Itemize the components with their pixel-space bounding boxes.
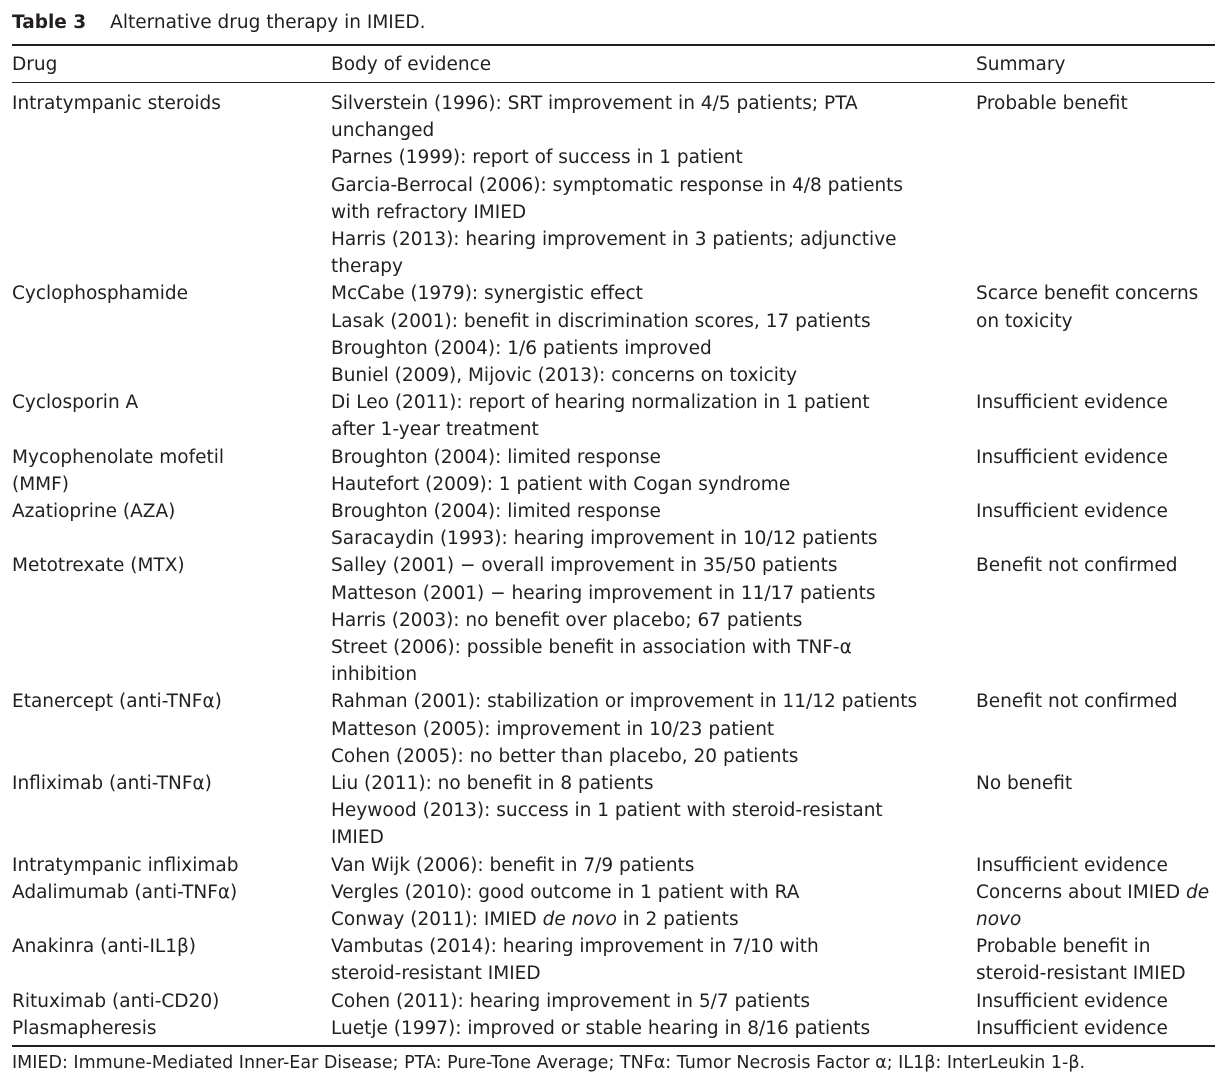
summary-cell	[976, 688, 1221, 715]
evidence-line: Parnes (1999): report of success in 1 patient	[331, 147, 743, 169]
evidence-line: Vambutas (2014): hearing improvement in 7/10 with	[331, 936, 819, 958]
table-row	[0, 988, 1231, 1015]
header-evidence: Body of evidence	[331, 54, 492, 75]
summary-line: Insufficient evidence	[976, 1017, 1168, 1039]
evidence-cell	[331, 852, 956, 879]
drug-cell	[12, 1015, 312, 1042]
summary-line: Concerns about IMIED de	[976, 881, 1210, 903]
table-row	[0, 933, 1231, 987]
evidence-line: McCabe (1979): synergistic effect	[331, 283, 643, 305]
evidence-cell	[331, 770, 956, 852]
summary-line: Insufficient evidence	[976, 500, 1168, 522]
evidence-line: Broughton (2004): 1/6 patients improved	[331, 337, 712, 359]
evidence-line: Vergles (2010): good outcome in 1 patient with RA	[331, 881, 800, 903]
evidence-line: Buniel (2009), Mijovic (2013): concerns on toxicity	[331, 365, 798, 386]
table-row	[0, 852, 1231, 879]
table-row	[0, 90, 1231, 280]
table-row	[0, 552, 1231, 688]
drug-cell	[12, 552, 312, 579]
bottom-rule	[12, 1045, 1215, 1047]
summary-line: No benefit	[976, 772, 1073, 794]
evidence-cell	[331, 444, 956, 498]
evidence-cell	[331, 90, 956, 280]
drug-cell	[12, 688, 312, 715]
summary-cell	[976, 444, 1221, 471]
evidence-line: Lasak (2001): benefit in discrimination scores, 17 patients	[331, 310, 871, 332]
table-row	[0, 879, 1231, 933]
drug-cell	[12, 933, 312, 960]
drug-line: Intratympanic infliximab	[12, 854, 239, 876]
summary-cell	[976, 852, 1221, 879]
table-row	[0, 1015, 1231, 1042]
evidence-line: Matteson (2001) − hearing improvement in 11/17 patients	[331, 582, 876, 604]
evidence-line: Saracaydin (1993): hearing improvement in 10/12 patients	[331, 528, 878, 550]
summary-line: Scarce benefit concerns	[976, 283, 1199, 305]
evidence-line: Hautefort (2009): 1 patient with Cogan syndrome	[331, 473, 791, 495]
evidence-line: Di Leo (2011): report of hearing normalization in 1 patient	[331, 392, 870, 414]
evidence-line: Conway (2011): IMIED de novo in 2 patients	[331, 908, 739, 930]
drug-line: Etanercept (anti-TNFα)	[12, 691, 222, 713]
drug-cell	[12, 389, 312, 416]
header-rule	[12, 82, 1215, 83]
evidence-cell	[331, 988, 956, 1015]
summary-cell	[976, 933, 1221, 987]
drug-line: Rituximab (anti-CD20)	[12, 990, 220, 1012]
drug-line: (MMF)	[12, 473, 69, 495]
table-row	[0, 280, 1231, 389]
summary-line: Insufficient evidence	[976, 392, 1168, 414]
header-summary: Summary	[976, 54, 1066, 75]
summary-line: on toxicity	[976, 310, 1073, 332]
summary-cell	[976, 498, 1221, 525]
evidence-cell	[331, 552, 956, 688]
evidence-line: therapy	[331, 256, 403, 278]
summary-cell	[976, 770, 1221, 797]
table-row	[0, 389, 1231, 443]
evidence-line: with refractory IMIED	[331, 201, 527, 223]
summary-cell	[976, 1015, 1221, 1042]
summary-cell	[976, 90, 1221, 117]
table-body	[0, 90, 1231, 1042]
table-footnote: IMIED: Immune-Mediated Inner-Ear Disease; PTA: Pure-Tone Average; TNFα: Tumor Necrosis Factor α; IL1β: InterLeukin 1-β.	[12, 1053, 1086, 1073]
evidence-line: Van Wijk (2006): benefit in 7/9 patients	[331, 854, 695, 876]
summary-cell	[976, 988, 1221, 1015]
evidence-cell	[331, 498, 956, 552]
evidence-line: Matteson (2005): improvement in 10/23 patient	[331, 718, 775, 740]
summary-line: novo	[976, 908, 1022, 930]
evidence-line: steroid-resistant IMIED	[331, 963, 541, 985]
evidence-line: Cohen (2011): hearing improvement in 5/7 patients	[331, 990, 811, 1012]
summary-line: Probable benefit in	[976, 936, 1151, 958]
summary-line: Insufficient evidence	[976, 990, 1168, 1012]
header-drug: Drug	[12, 54, 58, 75]
drug-line: Cyclophosphamide	[12, 283, 189, 305]
evidence-line: Liu (2011): no benefit in 8 patients	[331, 772, 654, 794]
evidence-cell	[331, 688, 956, 770]
summary-cell	[976, 389, 1221, 416]
evidence-cell	[331, 879, 956, 933]
summary-line: Benefit not confirmed	[976, 691, 1178, 713]
table-row	[0, 444, 1231, 498]
evidence-line: Harris (2013): hearing improvement in 3 patients; adjunctive	[331, 229, 897, 251]
summary-cell	[976, 552, 1221, 579]
drug-line: Cyclosporin A	[12, 392, 139, 414]
evidence-cell	[331, 1015, 956, 1042]
table-row	[0, 770, 1231, 852]
evidence-line: IMIED	[331, 827, 384, 849]
drug-line: Adalimumab (anti-TNFα)	[12, 881, 238, 903]
table-title: Alternative drug therapy in IMIED.	[110, 12, 426, 33]
summary-line: Insufficient evidence	[976, 446, 1168, 468]
top-rule	[12, 44, 1215, 46]
summary-cell	[976, 280, 1221, 334]
table-row	[0, 498, 1231, 552]
drug-line: Metotrexate (MTX)	[12, 555, 185, 577]
drug-line: Plasmapheresis	[12, 1017, 157, 1039]
evidence-line: Harris (2003): no benefit over placebo; 67 patients	[331, 609, 803, 631]
summary-cell	[976, 879, 1221, 933]
drug-cell	[12, 90, 312, 117]
summary-line: steroid-resistant IMIED	[976, 963, 1186, 985]
evidence-line: Luetje (1997): improved or stable hearing in 8/16 patients	[331, 1017, 871, 1039]
drug-cell	[12, 852, 312, 879]
drug-cell	[12, 280, 312, 307]
evidence-cell	[331, 933, 956, 987]
evidence-line: Broughton (2004): limited response	[331, 500, 661, 522]
drug-cell	[12, 988, 312, 1015]
drug-line: Anakinra (anti-IL1β)	[12, 936, 197, 958]
evidence-line: Rahman (2001): stabilization or improvement in 11/12 patients	[331, 691, 918, 713]
evidence-line: Cohen (2005): no better than placebo, 20 patients	[331, 745, 799, 767]
drug-cell	[12, 770, 312, 797]
evidence-line: Garcia-Berrocal (2006): symptomatic response in 4/8 patients	[331, 174, 904, 196]
evidence-cell	[331, 280, 956, 389]
table-label: Table 3	[12, 12, 87, 33]
drug-line: Infliximab (anti-TNFα)	[12, 772, 212, 794]
evidence-line: Silverstein (1996): SRT improvement in 4/5 patients; PTA	[331, 93, 858, 114]
summary-line: Insufficient evidence	[976, 854, 1168, 876]
evidence-cell	[331, 389, 956, 443]
evidence-line: Street (2006): possible benefit in association with TNF-α	[331, 636, 852, 658]
drug-cell	[12, 498, 312, 525]
drug-cell	[12, 879, 312, 906]
evidence-line: Salley (2001) − overall improvement in 35/50 patients	[331, 555, 838, 577]
evidence-line: unchanged	[331, 120, 435, 142]
table-row	[0, 688, 1231, 770]
drug-line: Mycophenolate mofetil	[12, 446, 225, 468]
table-caption	[12, 11, 426, 35]
drug-line: Azatioprine (AZA)	[12, 500, 176, 522]
evidence-line: Broughton (2004): limited response	[331, 446, 661, 468]
evidence-line: after 1-year treatment	[331, 419, 539, 441]
evidence-line: inhibition	[331, 664, 418, 686]
summary-line: Probable benefit	[976, 93, 1128, 114]
drug-line: Intratympanic steroids	[12, 93, 221, 114]
drug-cell	[12, 444, 312, 498]
summary-line: Benefit not confirmed	[976, 555, 1178, 577]
evidence-line: Heywood (2013): success in 1 patient with steroid-resistant	[331, 800, 883, 822]
